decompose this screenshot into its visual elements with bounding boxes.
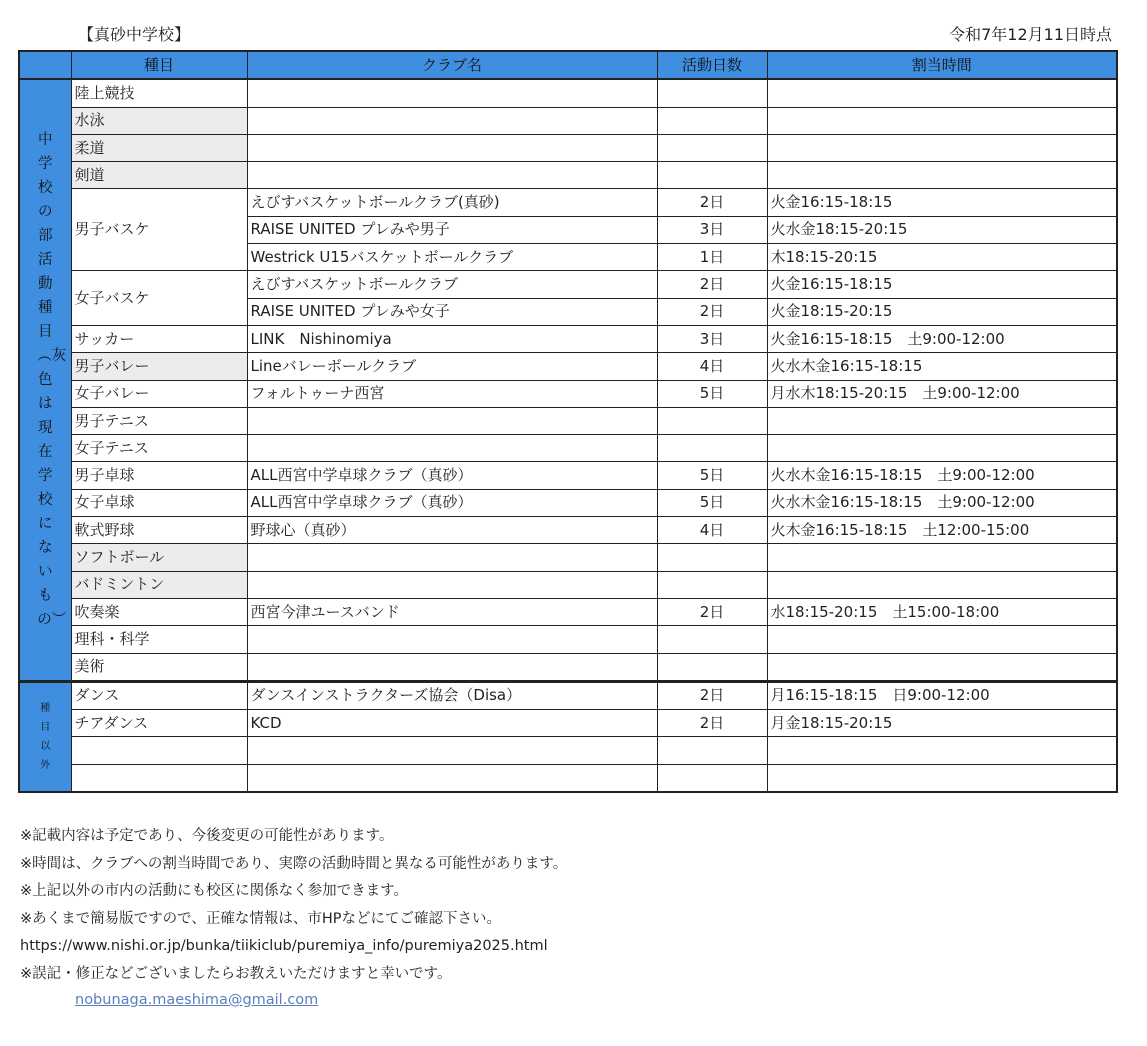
cell-club: ALL西宮中学卓球クラブ（真砂）	[247, 462, 657, 489]
cell-time: 火金16:15-18:15	[767, 189, 1117, 216]
cell-club	[247, 571, 657, 598]
school-title: 【真砂中学校】	[78, 25, 191, 44]
cell-sport: 陸上競技	[71, 79, 247, 107]
cell-time	[767, 407, 1117, 434]
cell-club: RAISE UNITED プレみや女子	[247, 298, 657, 325]
table-body	[19, 79, 1117, 792]
cell-time: 火水金18:15-20:15	[767, 216, 1117, 243]
table-row	[19, 107, 1117, 134]
cell-sport: 男子バレー	[71, 353, 247, 380]
note-line: ※誤記・修正などございましたらお教えいただけますと幸いです。	[20, 965, 452, 982]
cell-time: 火金18:15-20:15	[767, 298, 1117, 325]
cell-days: 3日	[657, 325, 767, 352]
cell-club: フォルトゥーナ西宮	[247, 380, 657, 407]
side-label-text: 種目以外	[40, 702, 51, 771]
cell-sport: 女子テニス	[71, 435, 247, 462]
table-row	[19, 162, 1117, 189]
table-row	[19, 189, 1117, 216]
cell-days: 5日	[657, 380, 767, 407]
cell-time: 火木金16:15-18:15 土12:00-15:00	[767, 517, 1117, 544]
cell-days: 5日	[657, 462, 767, 489]
cell-time: 木18:15-20:15	[767, 244, 1117, 271]
cell-time: 火水木金16:15-18:15 土9:00-12:00	[767, 462, 1117, 489]
cell-club: 野球心（真砂）	[247, 517, 657, 544]
table-row	[19, 79, 1117, 107]
note-line: ※記載内容は予定であり、今後変更の可能性があります。	[20, 828, 394, 844]
cell-days	[657, 134, 767, 161]
cell-days	[657, 544, 767, 571]
cell-days	[657, 162, 767, 189]
header-corner	[19, 51, 71, 79]
cell-time	[767, 107, 1117, 134]
cell-club	[247, 107, 657, 134]
table-row	[19, 571, 1117, 598]
notes	[20, 826, 567, 991]
cell-time	[767, 626, 1117, 653]
cell-sport	[71, 737, 247, 764]
table-row	[19, 764, 1117, 792]
table-row	[19, 325, 1117, 352]
cell-days: 2日	[657, 298, 767, 325]
cell-time	[767, 764, 1117, 792]
cell-days: 2日	[657, 681, 767, 709]
club-schedule-table	[18, 50, 1118, 793]
cell-sport: 理科・科学	[71, 626, 247, 653]
cell-sport: 女子卓球	[71, 489, 247, 516]
side-label-text: 中学校の部活動種目︵灰色は現在学校にないもの︶	[37, 132, 67, 629]
cell-club	[247, 764, 657, 792]
cell-days: 5日	[657, 489, 767, 516]
cell-sport: 美術	[71, 653, 247, 681]
table-row	[19, 681, 1117, 709]
column-header-days: 活動日数	[657, 51, 767, 79]
cell-time: 月16:15-18:15 日9:00-12:00	[767, 681, 1117, 709]
side-label-other	[19, 681, 71, 792]
cell-club	[247, 737, 657, 764]
cell-days: 2日	[657, 271, 767, 298]
cell-days	[657, 737, 767, 764]
cell-days	[657, 653, 767, 681]
cell-time: 月水木18:15-20:15 土9:00-12:00	[767, 380, 1117, 407]
cell-time	[767, 571, 1117, 598]
cell-days: 2日	[657, 710, 767, 737]
cell-days	[657, 626, 767, 653]
column-header-club: クラブ名	[247, 51, 657, 79]
cell-sport: チアダンス	[71, 710, 247, 737]
cell-sport: 男子バスケ	[71, 189, 247, 271]
table-row	[19, 489, 1117, 516]
table-header-row	[19, 51, 1117, 79]
table-row	[19, 544, 1117, 571]
cell-club	[247, 653, 657, 681]
cell-sport: バドミントン	[71, 571, 247, 598]
cell-days: 2日	[657, 598, 767, 625]
email-link[interactable]: nobunaga.maeshima@gmail.com	[75, 992, 319, 1008]
cell-days	[657, 79, 767, 107]
cell-time: 火金16:15-18:15 土9:00-12:00	[767, 325, 1117, 352]
cell-club: えびすバスケットボールクラブ	[247, 271, 657, 298]
cell-sport: 男子卓球	[71, 462, 247, 489]
cell-time	[767, 162, 1117, 189]
cell-club	[247, 435, 657, 462]
table-row	[19, 353, 1117, 380]
note-line: ※上記以外の市内の活動にも校区に関係なく参加できます。	[20, 883, 408, 899]
table-row	[19, 737, 1117, 764]
note-line: ※あくまで簡易版ですので、正確な情報は、市HPなどにてご確認下さい。	[20, 910, 502, 927]
cell-club	[247, 544, 657, 571]
cell-days	[657, 764, 767, 792]
cell-sport: 柔道	[71, 134, 247, 161]
cell-time: 火水木金16:15-18:15	[767, 353, 1117, 380]
table-row	[19, 435, 1117, 462]
cell-days: 4日	[657, 353, 767, 380]
cell-time: 月金18:15-20:15	[767, 710, 1117, 737]
cell-days	[657, 107, 767, 134]
cell-time	[767, 435, 1117, 462]
cell-days	[657, 435, 767, 462]
cell-club: Lineバレーボールクラブ	[247, 353, 657, 380]
cell-club: ALL西宮中学卓球クラブ（真砂）	[247, 489, 657, 516]
cell-club: 西宮今津ユースバンド	[247, 598, 657, 625]
cell-days: 2日	[657, 189, 767, 216]
as-of-date: 令和7年12月11日時点	[949, 25, 1112, 44]
cell-sport: 剣道	[71, 162, 247, 189]
cell-sport: 水泳	[71, 107, 247, 134]
cell-time	[767, 544, 1117, 571]
table-row	[19, 598, 1117, 625]
cell-sport	[71, 764, 247, 792]
cell-time	[767, 653, 1117, 681]
cell-club	[247, 79, 657, 107]
cell-club: Westrick U15バスケットボールクラブ	[247, 244, 657, 271]
cell-sport: 軟式野球	[71, 517, 247, 544]
table-row	[19, 710, 1117, 737]
cell-club: LINK Nishinomiya	[247, 325, 657, 352]
cell-sport: 男子テニス	[71, 407, 247, 434]
cell-sport: ソフトボール	[71, 544, 247, 571]
cell-club: ダンスインストラクターズ協会（Disa）	[247, 681, 657, 709]
note-url: https://www.nishi.or.jp/bunka/tiikiclub/puremiya_info/puremiya2025.html	[20, 938, 548, 954]
cell-club	[247, 407, 657, 434]
note-line: ※時間は、クラブへの割当時間であり、実際の活動時間と異なる可能性があります。	[20, 855, 568, 872]
cell-time: 水18:15-20:15 土15:00-18:00	[767, 598, 1117, 625]
column-header-sport: 種目	[71, 51, 247, 79]
cell-sport: 吹奏楽	[71, 598, 247, 625]
cell-sport: 女子バスケ	[71, 271, 247, 326]
table-row	[19, 134, 1117, 161]
cell-time	[767, 79, 1117, 107]
cell-club: RAISE UNITED プレみや男子	[247, 216, 657, 243]
cell-time	[767, 134, 1117, 161]
cell-club	[247, 134, 657, 161]
table-row	[19, 626, 1117, 653]
cell-club	[247, 626, 657, 653]
side-label-club-activities	[19, 79, 71, 681]
table-row	[19, 517, 1117, 544]
cell-sport: ダンス	[71, 681, 247, 709]
table-row	[19, 462, 1117, 489]
cell-club: KCD	[247, 710, 657, 737]
cell-days: 1日	[657, 244, 767, 271]
cell-time: 火水木金16:15-18:15 土9:00-12:00	[767, 489, 1117, 516]
table-row	[19, 653, 1117, 681]
cell-club	[247, 162, 657, 189]
cell-days	[657, 571, 767, 598]
cell-sport: サッカー	[71, 325, 247, 352]
cell-club: えびすバスケットボールクラブ(真砂)	[247, 189, 657, 216]
cell-sport: 女子バレー	[71, 380, 247, 407]
cell-days: 4日	[657, 517, 767, 544]
column-header-time: 割当時間	[767, 51, 1117, 79]
table-row	[19, 271, 1117, 298]
cell-time	[767, 737, 1117, 764]
cell-time: 火金16:15-18:15	[767, 271, 1117, 298]
table-row	[19, 380, 1117, 407]
table-row	[19, 407, 1117, 434]
cell-days: 3日	[657, 216, 767, 243]
cell-days	[657, 407, 767, 434]
